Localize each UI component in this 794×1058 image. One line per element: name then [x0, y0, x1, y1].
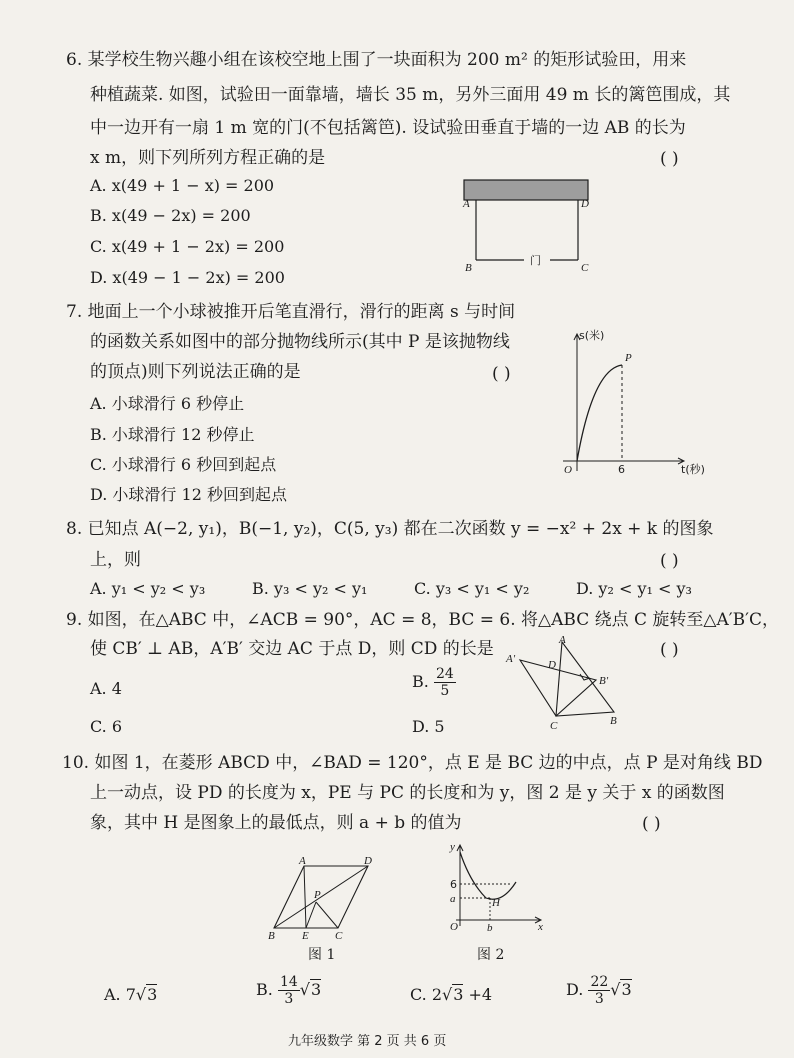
q6-line-4: x m，则下列所列方程正确的是	[90, 148, 326, 168]
q10-option-d-radicand: 3	[621, 980, 632, 999]
q9-option-b	[412, 666, 456, 699]
q10-fig2-origin: O	[450, 921, 458, 933]
q8-option-b: B. y₃ < y₂ < y₁	[252, 579, 368, 598]
q6-label-door: 门	[530, 254, 541, 267]
q10-option-d-numerator: 22	[590, 974, 609, 990]
q10-option-d-denominator: 3	[594, 991, 604, 1007]
q10-fig2-tick-a: a	[450, 893, 456, 905]
q10-answer-paren: ( )	[642, 814, 661, 834]
q10-segment-ae	[304, 866, 306, 928]
q6-label-c: C	[581, 262, 589, 274]
q9-option-b-fraction	[434, 666, 456, 699]
q8-line-1: 8. 已知点 A(−2, y₁)，B(−1, y₂)，C(5, y₃) 都在二次函数 y = −x² + 2x + k 的图象	[66, 519, 714, 539]
q7-parabola-curve	[577, 365, 622, 461]
q10-option-d-label: D.	[566, 980, 584, 999]
q6-option-c: C. x(49 + 1 − 2x) = 200	[90, 237, 285, 256]
q6-wall	[464, 180, 588, 200]
q10-figure-1-caption: 图 1	[308, 947, 336, 963]
q9-option-a: A. 4	[90, 679, 122, 698]
q6-option-d: D. x(49 − 1 − 2x) = 200	[90, 268, 285, 287]
q10-fig2-tick-6: 6	[450, 878, 457, 891]
q10-option-a-prefix: A. 7	[104, 985, 136, 1004]
q10-fig1-label-b: B	[268, 930, 275, 942]
q9-label-c: C	[550, 720, 558, 732]
q8-line-2: 上，则	[90, 550, 141, 570]
q7-line-2: 的函数关系如图中的部分抛物线所示(其中 P 是该抛物线	[90, 332, 510, 352]
q10-option-a	[104, 984, 157, 1006]
q10-option-c-suffix: +4	[468, 985, 493, 1004]
q10-figure-2	[440, 838, 560, 938]
q10-line-3: 象，其中 H 是图象上的最低点，则 a + b 的值为	[90, 813, 462, 833]
q9-label-a-prime: A′	[506, 653, 516, 665]
q10-option-a-radicand: 3	[147, 985, 158, 1004]
q9-label-d: D	[548, 659, 556, 671]
q10-option-b-radical: √	[299, 980, 310, 999]
q10-option-d	[566, 974, 632, 1007]
q8-option-a: A. y₁ < y₂ < y₃	[90, 579, 206, 598]
q9-line-1: 9. 如图，在△ABC 中，∠ACB = 90°，AC = 8，BC = 6. 将△ABC 绕点 C 旋转至△A′B′C，	[66, 610, 779, 630]
q10-fig2-curve	[460, 852, 516, 899]
page-footer: 九年级数学 第 2 页 共 6 页	[288, 1034, 447, 1049]
q7-origin-label: O	[564, 464, 572, 476]
q10-figure-1	[264, 852, 384, 952]
q10-option-d-radical: √	[610, 980, 621, 999]
q10-diagonal-bd	[274, 866, 368, 928]
q10-line-2: 上一动点，设 PD 的长度为 x，PE 与 PC 的长度和为 y，图 2 是 y 关于 x 的函数图	[90, 783, 725, 803]
q7-option-b: B. 小球滑行 12 秒停止	[90, 425, 255, 444]
q10-fig2-point-h: H	[492, 897, 500, 909]
q7-x-axis-label: t(秒)	[681, 463, 705, 476]
q10-option-c	[410, 984, 492, 1006]
q7-option-c: C. 小球滑行 6 秒回到起点	[90, 455, 277, 474]
q6-label-d: D	[581, 198, 589, 210]
q10-fig1-label-c: C	[335, 930, 343, 942]
q9-figure	[500, 632, 650, 732]
q7-line-3: 的顶点)则下列说法正确的是	[90, 362, 301, 382]
q10-option-b-denominator: 3	[284, 991, 294, 1007]
q6-figure	[460, 176, 600, 276]
q10-fig2-x-label: x	[538, 921, 543, 933]
q6-label-b: B	[465, 262, 472, 274]
q10-option-b-numerator: 14	[279, 974, 298, 990]
q6-option-b: B. x(49 − 2x) = 200	[90, 206, 251, 225]
q7-vertex-label: P	[625, 352, 632, 364]
q10-option-b-radicand: 3	[310, 980, 322, 999]
q6-line-1: 6. 某学校生物兴趣小组在该校空地上围了一块面积为 200 m² 的矩形试验田，用来	[66, 50, 687, 70]
q9-option-b-numerator: 24	[435, 666, 454, 682]
q7-y-axis-label: s(米)	[579, 329, 605, 342]
q9-option-d: D. 5	[412, 717, 445, 736]
q7-option-d: D. 小球滑行 12 秒回到起点	[90, 485, 287, 504]
q9-option-b-denominator: 5	[440, 683, 450, 699]
q9-label-a: A	[559, 634, 566, 646]
q10-option-b-label: B.	[256, 980, 273, 999]
q7-figure	[555, 325, 705, 475]
q10-fig1-label-e: E	[302, 930, 309, 942]
q10-option-c-radicand: 3	[453, 985, 464, 1004]
q9-option-c: C. 6	[90, 717, 123, 736]
q6-label-a: A	[463, 198, 470, 210]
q10-fig2-y-label: y	[450, 841, 455, 853]
q7-option-a: A. 小球滑行 6 秒停止	[90, 394, 245, 413]
q10-fig1-label-d: D	[364, 855, 372, 867]
q6-answer-paren: ( )	[660, 149, 679, 169]
q8-answer-paren: ( )	[660, 551, 679, 571]
q9-label-b: B	[610, 715, 617, 727]
q6-option-a: A. x(49 + 1 − x) = 200	[90, 176, 275, 195]
q10-segment-pc	[316, 902, 338, 928]
q10-option-d-fraction	[588, 974, 610, 1007]
q8-option-c: C. y₃ < y₁ < y₂	[414, 579, 530, 598]
q10-option-a-radical: √	[135, 985, 147, 1004]
q10-fig1-label-a: A	[299, 855, 306, 867]
q9-option-b-label: B.	[412, 672, 429, 691]
q8-option-d: D. y₂ < y₁ < y₃	[576, 579, 692, 598]
q7-tick-6: 6	[618, 463, 625, 476]
q10-fig2-tick-b: b	[487, 922, 493, 934]
q7-line-1: 7. 地面上一个小球被推开后笔直滑行，滑行的距离 s 与时间	[66, 302, 516, 322]
q9-line-2: 使 CB′ ⊥ AB，A′B′ 交边 AC 于点 D，则 CD 的长是	[90, 639, 494, 659]
q9-label-b-prime: B′	[599, 675, 609, 687]
q10-option-b	[256, 974, 321, 1007]
q10-option-c-radical: √	[442, 985, 453, 1004]
q6-line-3: 中一边开有一扇 1 m 宽的门(不包括篱笆). 设试验田垂直于墙的一边 AB 的长为	[90, 118, 686, 138]
q10-option-b-fraction	[278, 974, 300, 1007]
q10-option-c-prefix: C. 2	[410, 985, 443, 1004]
q9-answer-paren: ( )	[660, 640, 679, 660]
q6-line-2: 种植蔬菜. 如图，试验田一面靠墙，墙长 35 m，另外三面用 49 m 长的篱笆围成，其	[90, 85, 731, 105]
q10-fig1-label-p: P	[314, 889, 321, 901]
q10-figure-2-caption: 图 2	[477, 947, 505, 963]
q10-line-1: 10. 如图 1，在菱形 ABCD 中，∠BAD = 120°，点 E 是 BC 边的中点，点 P 是对角线 BD	[62, 753, 763, 773]
q7-answer-paren: ( )	[492, 364, 511, 384]
